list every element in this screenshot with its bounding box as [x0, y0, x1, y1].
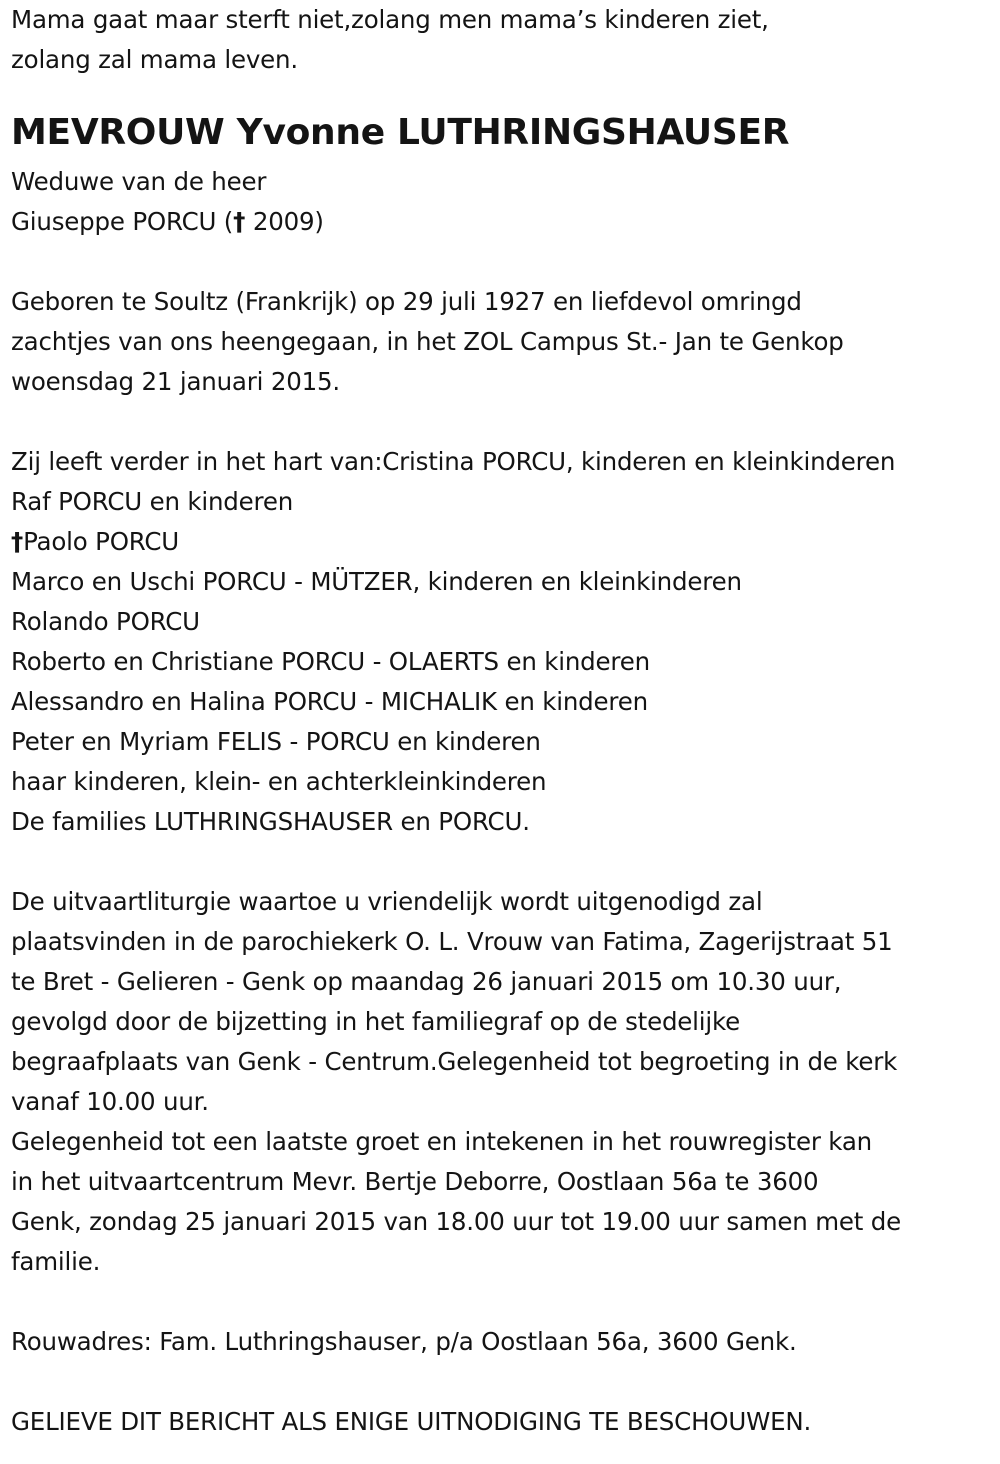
spacer: [11, 242, 991, 282]
spacer: [11, 1362, 991, 1402]
funeral-line: familie.: [11, 1247, 101, 1276]
mourning-address: Rouwadres: Fam. Luthringshauser, p/a Oostlaan 56a, 3600 Genk.: [11, 1327, 797, 1356]
survivor-line: Roberto en Christiane PORCU - OLAERTS en kinderen: [11, 647, 650, 676]
birth-death-line-3: woensdag 21 januari 2015.: [11, 367, 340, 396]
cross-icon: †: [233, 207, 246, 236]
funeral-line: vanaf 10.00 uur.: [11, 1087, 209, 1116]
funeral-line: Gelegenheid tot een laatste groet en intekenen in het rouwregister kan: [11, 1127, 872, 1156]
spacer: [11, 402, 991, 442]
deceased-name: MEVROUW Yvonne LUTHRINGSHAUSER: [11, 112, 790, 153]
survivor-line: De families LUTHRINGSHAUSER en PORCU.: [11, 807, 530, 836]
funeral-line: plaatsvinden in de parochiekerk O. L. Vrouw van Fatima, Zagerijstraat 51: [11, 927, 893, 956]
survivor-deceased-name: Paolo PORCU: [23, 527, 180, 556]
spouse-line-2: [11, 202, 991, 242]
spouse-line-1: Weduwe van de heer: [11, 167, 267, 196]
survivor-line: Rolando PORCU: [11, 607, 200, 636]
funeral-line: gevolgd door de bijzetting in het familiegraf op de stedelijke: [11, 1007, 740, 1036]
motto-line-2: zolang zal mama leven.: [11, 45, 298, 74]
funeral-line: te Bret - Gelieren - Genk op maandag 26 januari 2015 om 10.30 uur,: [11, 967, 842, 996]
funeral-line: De uitvaartliturgie waartoe u vriendelijk wordt uitgenodigd zal: [11, 887, 763, 916]
spouse-death-year: 2009): [245, 207, 324, 236]
birth-death-line-2: zachtjes van ons heengegaan, in het ZOL Campus St.- Jan te Genkop: [11, 327, 844, 356]
obituary-document: [11, 0, 991, 1442]
survivor-line-deceased: [11, 522, 991, 562]
funeral-line: begraafplaats van Genk - Centrum.Gelegenheid tot begroeting in de kerk: [11, 1047, 898, 1076]
birth-death-line-1: Geboren te Soultz (Frankrijk) op 29 juli 1927 en liefdevol omringd: [11, 287, 802, 316]
survivor-line: haar kinderen, klein- en achterkleinkinderen: [11, 767, 547, 796]
motto-line-1: Mama gaat maar sterft niet,zolang men mama’s kinderen ziet,: [11, 5, 769, 34]
funeral-line: in het uitvaartcentrum Mevr. Bertje Deborre, Oostlaan 56a te 3600: [11, 1167, 819, 1196]
survivor-line: Raf PORCU en kinderen: [11, 487, 294, 516]
spouse-name: Giuseppe PORCU (: [11, 207, 234, 236]
survivor-line: Alessandro en Halina PORCU - MICHALIK en kinderen: [11, 687, 648, 716]
invitation-notice: GELIEVE DIT BERICHT ALS ENIGE UITNODIGING TE BESCHOUWEN.: [11, 1407, 812, 1436]
funeral-line: Genk, zondag 25 januari 2015 van 18.00 uur tot 19.00 uur samen met de: [11, 1207, 901, 1236]
spacer: [11, 1282, 991, 1322]
spacer: [11, 842, 991, 882]
cross-icon: †: [11, 527, 24, 556]
survivor-line: Marco en Uschi PORCU - MÜTZER, kinderen en kleinkinderen: [11, 567, 742, 596]
survivor-line: Peter en Myriam FELIS - PORCU en kinderen: [11, 727, 541, 756]
survivor-line: Zij leeft verder in het hart van:Cristina PORCU, kinderen en kleinkinderen: [11, 447, 896, 476]
